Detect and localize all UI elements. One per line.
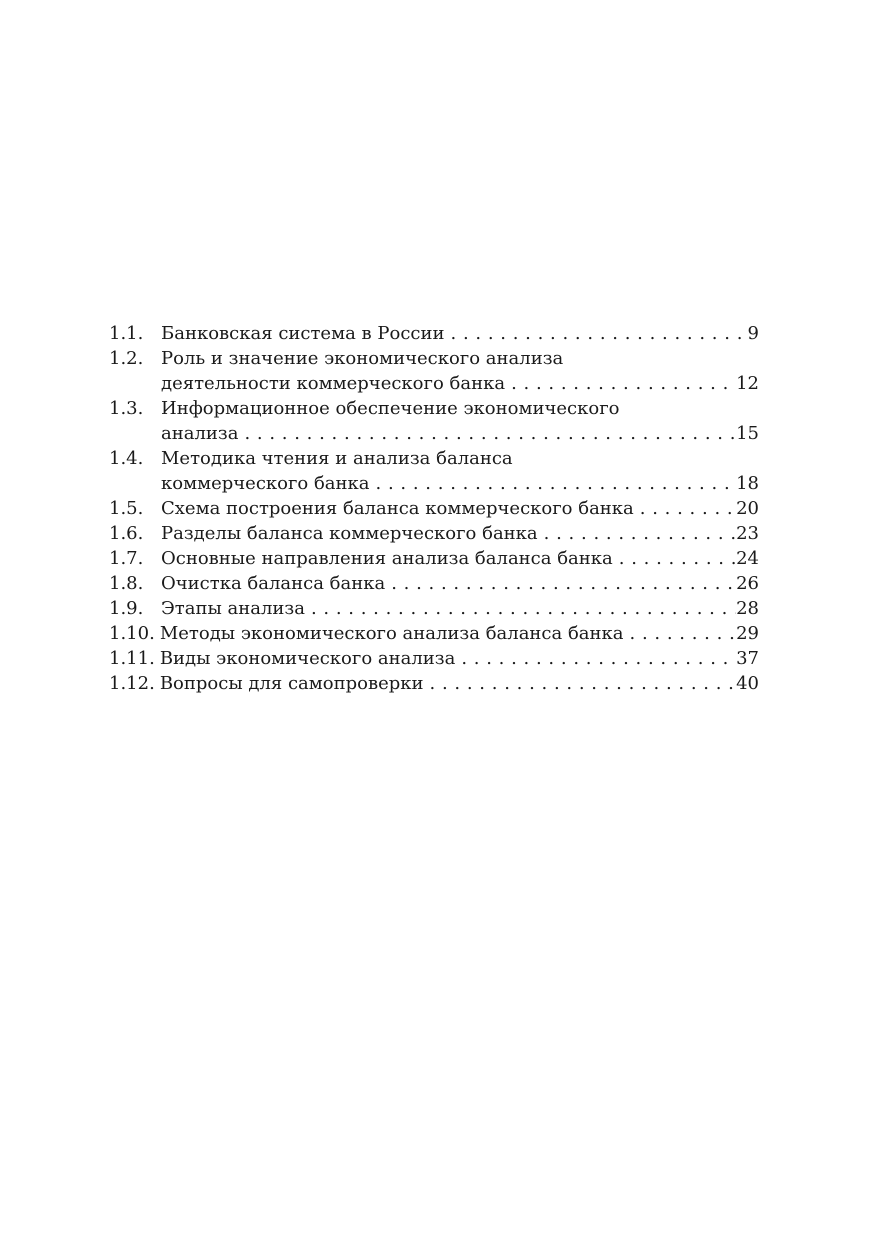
toc-entry[interactable]	[109, 346, 759, 396]
toc-entry-title: Роль и значение экономического анализа	[161, 348, 564, 369]
toc-entry-page: 20	[736, 498, 759, 519]
toc-entry-title: Основные направления анализа баланса банка	[161, 548, 613, 569]
toc-entry-number: 1.10.	[109, 623, 155, 644]
toc-entry[interactable]	[109, 671, 759, 696]
toc-entry-page: 29	[736, 623, 759, 644]
toc-entry-page: 37	[736, 648, 759, 669]
dot-leader	[613, 546, 736, 571]
toc-entry-number: 1.3.	[109, 398, 144, 419]
toc-entry-title: Этапы анализа	[161, 598, 305, 619]
toc-entry-number: 1.2.	[109, 348, 144, 369]
toc-entry-number: 1.6.	[109, 523, 144, 544]
dot-leader	[305, 596, 736, 621]
toc-entry-title: Методика чтения и анализа баланса	[161, 448, 513, 469]
toc-entry-title: Методы экономического анализа баланса банка	[159, 623, 624, 644]
toc-entry[interactable]	[109, 596, 759, 621]
table-of-contents	[109, 321, 759, 696]
toc-entry-number: 1.12.	[109, 673, 155, 694]
toc-entry-title: Виды экономического анализа	[159, 648, 456, 669]
dot-leader	[624, 621, 737, 646]
dot-leader	[370, 471, 737, 496]
dot-leader	[238, 421, 736, 446]
toc-entry-page: 24	[736, 548, 759, 569]
toc-entry-title: Очистка баланса банка	[161, 573, 386, 594]
toc-entry[interactable]	[109, 646, 759, 671]
toc-entry-number: 1.5.	[109, 498, 144, 519]
toc-entry-number: 1.1.	[109, 323, 144, 344]
toc-entry[interactable]	[109, 621, 759, 646]
toc-entry-number: 1.8.	[109, 573, 144, 594]
dot-leader	[445, 321, 748, 346]
dot-leader	[385, 571, 736, 596]
dot-leader	[424, 671, 737, 696]
toc-entry-title: Банковская система в России	[161, 323, 445, 344]
toc-entry[interactable]	[109, 496, 759, 521]
toc-entry[interactable]	[109, 521, 759, 546]
toc-entry[interactable]	[109, 396, 759, 446]
toc-entry[interactable]	[109, 571, 759, 596]
toc-entry[interactable]	[109, 546, 759, 571]
dot-leader	[538, 521, 736, 546]
toc-entry-title: Информационное обеспечение экономического	[161, 398, 620, 419]
toc-entry-page: 18	[736, 473, 759, 494]
toc-entry-page: 23	[736, 523, 759, 544]
toc-entry-page: 40	[736, 673, 759, 694]
toc-entry[interactable]	[109, 321, 759, 346]
dot-leader	[634, 496, 736, 521]
toc-entry-title: Вопросы для самопроверки	[159, 673, 424, 694]
toc-entry-page: 15	[736, 423, 759, 444]
toc-entry-title-continued: коммерческого банка	[161, 473, 370, 494]
dot-leader	[505, 371, 736, 396]
toc-entry-page: 12	[736, 373, 759, 394]
toc-entry[interactable]	[109, 446, 759, 496]
toc-entry-title-continued: анализа	[161, 423, 239, 444]
dot-leader	[455, 646, 736, 671]
toc-entry-page: 9	[747, 323, 759, 344]
toc-entry-page: 28	[736, 598, 759, 619]
toc-entry-title-continued: деятельности коммерческого банка	[161, 373, 506, 394]
toc-entry-number: 1.7.	[109, 548, 144, 569]
toc-entry-number: 1.11.	[109, 648, 155, 669]
toc-entry-number: 1.4.	[109, 448, 144, 469]
toc-entry-page: 26	[736, 573, 759, 594]
toc-entry-title: Разделы баланса коммерческого банка	[161, 523, 538, 544]
toc-entry-title: Схема построения баланса коммерческого банка	[161, 498, 634, 519]
toc-entry-number: 1.9.	[109, 598, 144, 619]
